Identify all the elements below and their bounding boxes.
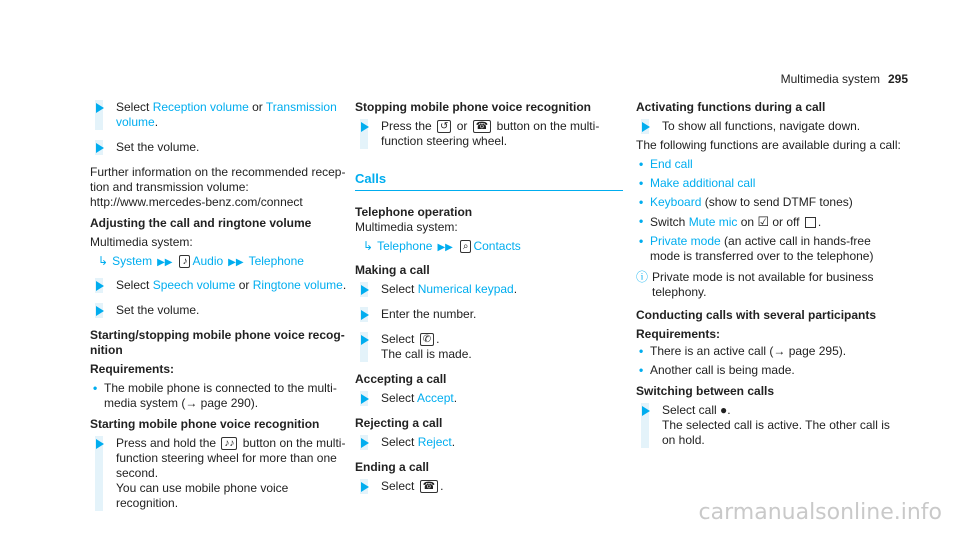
ringtone-volume-option[interactable]: Ringtone volume xyxy=(252,278,343,292)
return-arrow-icon: ↳ xyxy=(98,254,109,268)
watermark: carmanualsonline.info xyxy=(698,500,942,525)
arrow-icon xyxy=(96,281,104,291)
list-item: • Private mode (an active call in hands-free mode is transferred over to the telephone) xyxy=(636,234,904,264)
list-item: • Keyboard (show to send DTMF tones) xyxy=(636,195,904,210)
end-call-option[interactable]: End call xyxy=(650,157,693,171)
menu-path xyxy=(355,239,623,255)
conducting-calls-heading: Conducting calls with several participants xyxy=(636,308,877,322)
step-select-reception: Select Reception volume or Transmission volume. xyxy=(90,100,352,130)
stopping-voice-heading: Stopping mobile phone voice recognition xyxy=(355,100,592,114)
double-chevron-icon: ▶▶ xyxy=(437,242,453,253)
arrow-icon xyxy=(96,439,104,449)
step-result: The selected call is active. The other call is on hold. xyxy=(662,418,890,447)
reject-option[interactable]: Reject xyxy=(417,435,452,449)
info-icon: ⓘ xyxy=(636,270,649,284)
numerical-keypad-option[interactable]: Numerical keypad xyxy=(417,282,514,296)
double-chevron-icon: ▶▶ xyxy=(228,257,244,268)
mute-mic-option[interactable]: Mute mic xyxy=(688,215,738,229)
back-icon: ↺ xyxy=(437,120,451,133)
telephone-operation-heading: Telephone operation xyxy=(355,205,473,219)
step-select-call-item: Select call ●. The selected call is active. The other call is on hold. xyxy=(636,403,904,448)
list-item: • Another call is being made. xyxy=(636,363,904,378)
step-press-hold: Press and hold the ♪♪ button on the multifunction steering wheel for more than one second. You can use mobile phone voice recognition. xyxy=(90,436,352,511)
double-chevron-icon: ▶▶ xyxy=(157,257,173,268)
multimedia-system-label: Multimedia system: xyxy=(90,235,193,249)
phone-call-icon[interactable]: ✆ xyxy=(420,333,434,346)
music-note-icon: ♪ xyxy=(179,255,190,268)
arrow-icon xyxy=(361,285,369,295)
voice-control-icon: ♪♪ xyxy=(221,437,237,450)
step-select-reject: Select Reject. xyxy=(355,435,623,450)
available-functions-text: The following functions are available during a call: xyxy=(636,138,901,152)
step-result: The call is made. xyxy=(381,347,472,361)
private-mode-option[interactable]: Private mode xyxy=(650,234,721,248)
accept-option[interactable]: Accept xyxy=(417,391,454,405)
arrow-icon xyxy=(361,122,369,132)
arrow-icon xyxy=(361,335,369,345)
requirements-heading: Requirements: xyxy=(636,327,721,341)
list-item: • The mobile phone is connected to the multimedia system (→ page 290). xyxy=(90,381,352,411)
requirements-heading: Requirements: xyxy=(90,362,175,376)
list-item: • Switch Mute mic on ☑ or off . xyxy=(636,214,904,230)
ending-call-heading: Ending a call xyxy=(355,460,430,474)
transmission-volume-option[interactable]: Transmission volume xyxy=(116,100,337,129)
list-item xyxy=(636,157,904,172)
checkbox-checked-icon: ☑ xyxy=(757,214,770,229)
checkbox-empty-icon xyxy=(805,217,816,228)
path-contacts[interactable]: Contacts xyxy=(473,239,521,253)
activating-functions-heading: Activating functions during a call xyxy=(636,100,826,114)
radio-dot-icon: ● xyxy=(720,403,728,417)
list-item: • There is an active call (→ page 295). xyxy=(636,344,904,359)
arrow-icon xyxy=(642,122,650,132)
info-note: ⓘ Private mode is not available for business telephony. xyxy=(636,270,874,299)
arrow-icon xyxy=(361,310,369,320)
step-select-end: Select ☎ . xyxy=(355,479,623,494)
arrow-icon xyxy=(361,438,369,448)
step-select-speech: Select Speech volume or Ringtone volume. xyxy=(90,278,352,293)
functions-list xyxy=(636,157,904,264)
list-item xyxy=(636,176,904,191)
step-select-accept: Select Accept. xyxy=(355,391,623,406)
column-3 xyxy=(636,100,904,458)
rejecting-call-heading: Rejecting a call xyxy=(355,416,443,430)
path-telephone[interactable]: Telephone xyxy=(248,254,304,268)
arrow-icon xyxy=(642,406,650,416)
hang-up-icon[interactable]: ☎ xyxy=(420,480,438,493)
further-info-text: Further information on the recommended reception and transmission volume: http://www.mercedes-benz.com/connect xyxy=(90,165,346,209)
requirements-list xyxy=(636,344,904,378)
step-set-volume: Set the volume. xyxy=(90,140,352,155)
search-icon: ⌕ xyxy=(460,240,472,253)
multimedia-system-label: Multimedia system: xyxy=(355,220,458,234)
adjust-volume-heading: Adjusting the call and ringtone volume xyxy=(90,216,312,230)
step-select-call: Select ✆ . The call is made. xyxy=(355,332,623,362)
step-select-keypad: Select Numerical keypad. xyxy=(355,282,623,297)
arrow-icon xyxy=(96,143,104,153)
hang-up-icon: ☎ xyxy=(473,120,491,133)
calls-section-title: Calls xyxy=(355,171,623,191)
make-additional-call-option[interactable]: Make additional call xyxy=(650,176,756,190)
page-number: 295 xyxy=(887,72,908,86)
starting-voice-heading: Starting mobile phone voice recognition xyxy=(90,417,320,431)
header-title: Multimedia system xyxy=(780,72,880,86)
arrow-icon xyxy=(96,306,104,316)
step-press-button: Press the ↺ or ☎ button on the multifunction steering wheel. xyxy=(355,119,623,149)
step-set-volume-2: Set the volume. xyxy=(90,303,352,318)
switching-calls-heading: Switching between calls xyxy=(636,384,775,398)
menu-path xyxy=(90,254,352,270)
making-call-heading: Making a call xyxy=(355,263,430,277)
arrow-icon xyxy=(361,394,369,404)
arrow-icon xyxy=(361,482,369,492)
path-audio[interactable]: Audio xyxy=(192,254,224,268)
path-system[interactable]: System xyxy=(112,254,153,268)
path-telephone[interactable]: Telephone xyxy=(377,239,433,253)
step-navigate-down: To show all functions, navigate down. xyxy=(636,119,904,134)
voice-recognition-heading: Starting/stopping mobile phone voice recognition xyxy=(90,328,345,357)
requirements-list xyxy=(90,381,352,411)
speech-volume-option[interactable]: Speech volume xyxy=(152,278,236,292)
reception-volume-option[interactable]: Reception volume xyxy=(152,100,249,114)
column-2 xyxy=(355,100,623,504)
step-enter-number: Enter the number. xyxy=(355,307,623,322)
keyboard-option[interactable]: Keyboard xyxy=(650,195,702,209)
page-header xyxy=(781,72,908,86)
accepting-call-heading: Accepting a call xyxy=(355,372,447,386)
arrow-icon xyxy=(96,103,104,113)
return-arrow-icon: ↳ xyxy=(363,239,374,253)
step-result: You can use mobile phone voice recognition. xyxy=(116,481,289,510)
column-1 xyxy=(90,100,352,521)
